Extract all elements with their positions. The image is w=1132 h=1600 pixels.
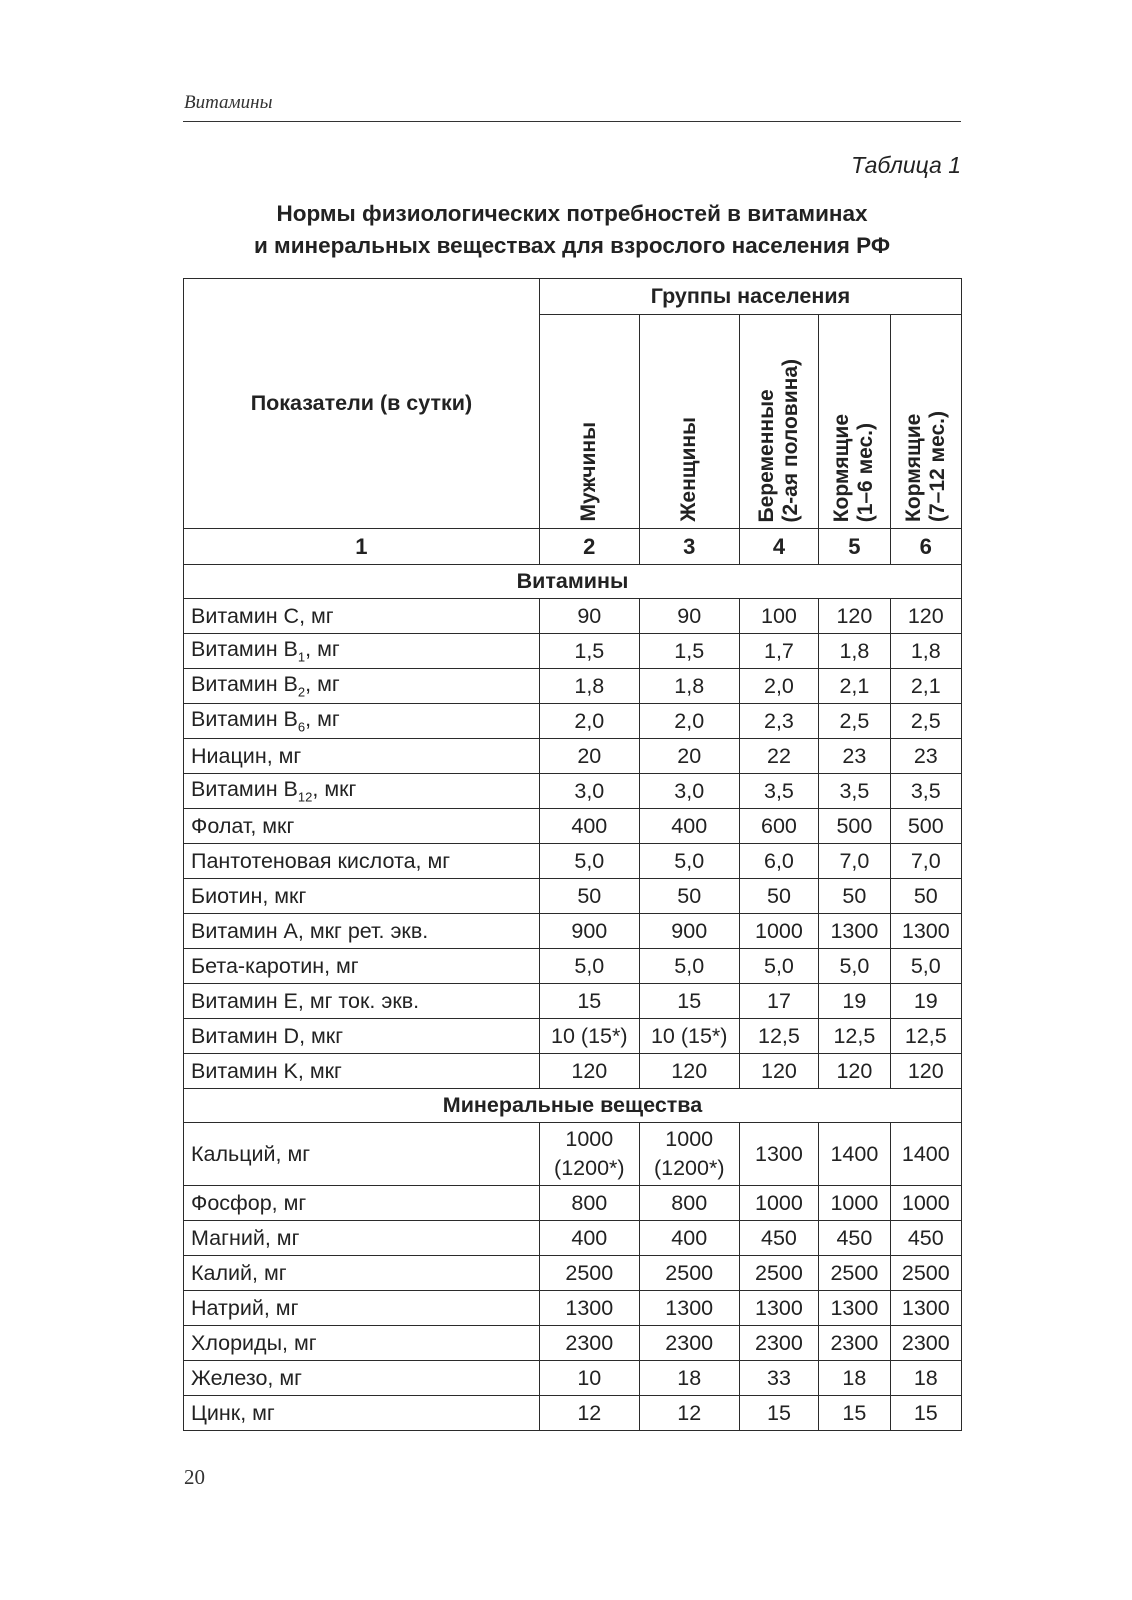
value-cell: 800 [539,1186,639,1221]
value-cell: 2300 [890,1326,961,1361]
value-cell: 2,0 [639,704,739,739]
group-header-pregnant [739,315,819,529]
value-cell: 120 [890,1054,961,1089]
value-cell: 50 [890,879,961,914]
value-cell: 1,7 [739,634,819,669]
table-row [184,1054,962,1089]
indicator-name: Пантотеновая кислота, мг [184,844,540,879]
value-cell: 5,0 [639,949,739,984]
group-label: Кормящие [901,413,925,522]
value-cell: 100 [739,599,819,634]
indicator-name: Цинк, мг [184,1396,540,1431]
value-cell: 900 [639,914,739,949]
indicator-name: Ниацин, мг [184,739,540,774]
value-cell: 23 [890,739,961,774]
value-cell: 5,0 [739,949,819,984]
indicator-name: Натрий, мг [184,1291,540,1326]
value-cell: 120 [739,1054,819,1089]
value-cell: 1000 [739,914,819,949]
value-cell: 600 [739,809,819,844]
group-sublabel: (1–6 мес.) [854,422,878,522]
value-cell: 120 [539,1054,639,1089]
value-cell: 5,0 [539,844,639,879]
value-cell: 500 [890,809,961,844]
value-cell: 3,0 [539,774,639,809]
indicator-name: Бета-каротин, мг [184,949,540,984]
value-cell: 2,5 [890,704,961,739]
value-cell: 1400 [819,1123,890,1186]
value-cell: 1,8 [539,669,639,704]
value-cell: 7,0 [890,844,961,879]
value-cell: 2500 [890,1256,961,1291]
table-row [184,1019,962,1054]
table-row [184,1256,962,1291]
indicator-name-text: Витамин B [191,672,298,697]
value-line: 1000 [665,1127,714,1151]
indicator-name: Железо, мг [184,1361,540,1396]
table-row [184,1396,962,1431]
value-cell: 1300 [819,914,890,949]
value-cell: 18 [890,1361,961,1396]
column-number: 6 [890,529,961,565]
indicator-name: Витамин E, мг ток. экв. [184,984,540,1019]
indicator-name: Фолат, мкг [184,809,540,844]
table-row [184,914,962,949]
section-row [184,565,962,599]
group-label: Беременные [754,388,778,522]
value-cell: 1,8 [639,669,739,704]
value-cell: 400 [539,809,639,844]
value-cell: 2,0 [539,704,639,739]
value-cell: 10 [539,1361,639,1396]
column-number-row [184,529,962,565]
table-row [184,879,962,914]
group-header-women [639,315,739,529]
value-cell: 120 [890,599,961,634]
value-cell: 19 [890,984,961,1019]
value-cell: 18 [819,1361,890,1396]
value-cell: 20 [639,739,739,774]
value-cell: 15 [539,984,639,1019]
indicator-name: Кальций, мг [184,1123,540,1186]
value-cell: 1400 [890,1123,961,1186]
value-cell: 20 [539,739,639,774]
table-label: Таблица 1 [851,152,961,178]
value-cell: 450 [819,1221,890,1256]
value-cell: 90 [539,599,639,634]
value-cell: 3,5 [819,774,890,809]
value-cell: 500 [819,809,890,844]
value-cell: 1300 [539,1291,639,1326]
section-title: Минеральные вещества [184,1089,962,1123]
value-cell: 2300 [639,1326,739,1361]
value-cell: 10 (15*) [639,1019,739,1054]
value-cell: 450 [739,1221,819,1256]
value-cell: 2300 [819,1326,890,1361]
value-cell: 3,5 [739,774,819,809]
value-cell: 2500 [819,1256,890,1291]
value-cell: 50 [819,879,890,914]
indicator-name: Биотин, мкг [184,879,540,914]
value-cell [639,1123,739,1186]
column-number: 5 [819,529,890,565]
indicator-name-text: Витамин B [191,777,298,802]
caption-line-2: и минеральных веществах для взрослого населения РФ [253,233,891,258]
value-cell: 12,5 [890,1019,961,1054]
column-number: 2 [539,529,639,565]
value-cell: 7,0 [819,844,890,879]
value-line: (1200*) [653,1156,725,1180]
value-cell: 2,5 [819,704,890,739]
value-cell: 15 [890,1396,961,1431]
indicator-name: Витамин D, мкг [184,1019,540,1054]
value-cell: 800 [639,1186,739,1221]
value-cell: 2300 [539,1326,639,1361]
table-row [184,1291,962,1326]
table-row [184,809,962,844]
value-cell: 1300 [639,1291,739,1326]
value-cell: 2500 [639,1256,739,1291]
value-cell: 33 [739,1361,819,1396]
value-cell: 1000 [739,1186,819,1221]
value-cell: 120 [819,1054,890,1089]
page-number: 20 [184,1465,205,1489]
value-cell: 12 [539,1396,639,1431]
value-cell: 50 [539,879,639,914]
indicator-name: Витамин K, мкг [184,1054,540,1089]
value-cell: 2500 [739,1256,819,1291]
indicator-name-subscript: 12 [297,789,313,805]
indicator-name: Витамин A, мкг рет. экв. [184,914,540,949]
table-row [184,949,962,984]
value-cell: 1300 [890,1291,961,1326]
indicator-name [184,704,540,739]
indicator-name-text: Витамин B [191,707,298,732]
indicator-name-subscript: 1 [297,649,306,665]
table-row [184,1221,962,1256]
section-row [184,1089,962,1123]
groups-header: Группы населения [539,279,961,315]
value-cell: 12,5 [739,1019,819,1054]
value-cell: 12 [639,1396,739,1431]
value-cell: 1300 [739,1123,819,1186]
value-cell: 22 [739,739,819,774]
value-cell: 2500 [539,1256,639,1291]
value-cell: 15 [819,1396,890,1431]
value-cell: 5,0 [639,844,739,879]
value-cell: 18 [639,1361,739,1396]
table-row [184,774,962,809]
indicator-header: Показатели (в сутки) [184,279,540,529]
table-row [184,1186,962,1221]
value-cell: 400 [539,1221,639,1256]
group-sublabel: (2-ая половина) [778,358,802,522]
table-row [184,704,962,739]
indicator-name-unit: , мг [305,707,340,732]
running-head: Витамины [184,92,273,113]
indicator-name: Фосфор, мг [184,1186,540,1221]
value-cell: 450 [890,1221,961,1256]
table-row [184,1326,962,1361]
indicator-name-unit: , мкг [312,777,357,802]
value-cell: 2,3 [739,704,819,739]
value-cell: 5,0 [890,949,961,984]
column-number: 1 [184,529,540,565]
group-header-lactating-1-6 [819,315,890,529]
value-cell: 90 [639,599,739,634]
value-cell: 50 [639,879,739,914]
indicator-name [184,669,540,704]
value-cell: 400 [639,809,739,844]
value-cell: 23 [819,739,890,774]
value-cell [539,1123,639,1186]
value-cell: 12,5 [819,1019,890,1054]
table-row [184,844,962,879]
value-cell: 1300 [890,914,961,949]
header-rule [183,121,961,122]
indicator-name-unit: , мг [305,672,340,697]
group-label: Женщины [677,417,701,522]
value-cell: 15 [739,1396,819,1431]
table-row [184,669,962,704]
value-cell: 120 [819,599,890,634]
column-number: 4 [739,529,819,565]
value-cell: 15 [639,984,739,1019]
value-cell: 17 [739,984,819,1019]
group-label: Мужчины [577,422,601,522]
indicator-name: Хлориды, мг [184,1326,540,1361]
value-cell: 400 [639,1221,739,1256]
norms-table [183,278,962,1431]
group-label: Кормящие [830,413,854,522]
indicator-name: Калий, мг [184,1256,540,1291]
group-header-men [539,315,639,529]
column-number: 3 [639,529,739,565]
indicator-name-text: Витамин B [191,637,298,662]
value-cell: 1300 [739,1291,819,1326]
indicator-name: Магний, мг [184,1221,540,1256]
table-caption [183,198,961,262]
indicator-name [184,774,540,809]
indicator-name-subscript: 6 [297,719,306,735]
value-cell: 900 [539,914,639,949]
indicator-name-unit: , мг [305,637,340,662]
caption-line-1: Нормы физиологических потребностей в витаминах [276,201,868,226]
table-row [184,634,962,669]
group-sublabel: (7–12 мес.) [925,411,949,522]
value-cell: 50 [739,879,819,914]
value-cell: 2300 [739,1326,819,1361]
table-row [184,599,962,634]
value-cell: 1,5 [639,634,739,669]
value-cell: 2,1 [890,669,961,704]
value-cell: 1,8 [890,634,961,669]
value-cell: 120 [639,1054,739,1089]
value-cell: 1000 [890,1186,961,1221]
value-cell: 2,0 [739,669,819,704]
value-cell: 3,5 [890,774,961,809]
indicator-name [184,634,540,669]
value-cell: 1300 [819,1291,890,1326]
indicator-name-subscript: 2 [297,684,306,700]
value-cell: 2,1 [819,669,890,704]
value-cell: 1,8 [819,634,890,669]
table-row [184,739,962,774]
value-cell: 5,0 [539,949,639,984]
indicator-name: Витамин C, мг [184,599,540,634]
value-cell: 6,0 [739,844,819,879]
section-title: Витамины [184,565,962,599]
value-cell: 10 (15*) [539,1019,639,1054]
value-cell: 1,5 [539,634,639,669]
group-header-lactating-7-12 [890,315,961,529]
value-cell: 19 [819,984,890,1019]
table-row [184,1361,962,1396]
value-cell: 5,0 [819,949,890,984]
value-cell: 3,0 [639,774,739,809]
table-row [184,1123,962,1186]
value-cell: 1000 [819,1186,890,1221]
value-line: (1200*) [554,1156,625,1180]
value-line: 1000 [565,1127,614,1151]
table-row [184,984,962,1019]
